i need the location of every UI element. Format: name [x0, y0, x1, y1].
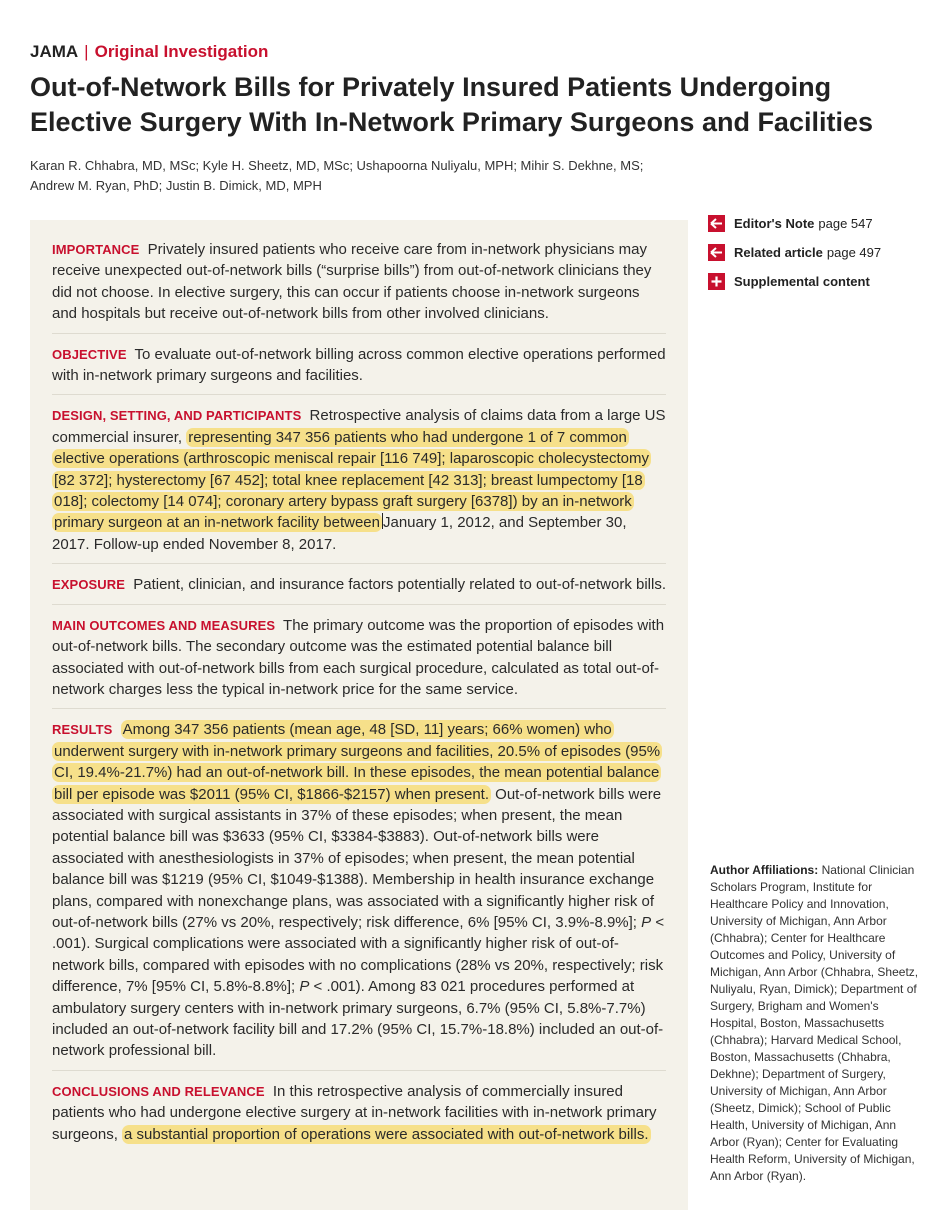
related-article-link[interactable] [708, 244, 928, 261]
results-text-2: < .001). Surgical complications were associated with a significantly higher risk of out-of-network bills, compared with episodes with no complications (28% vs 20%, respectively; risk difference, 7% [95% CI, 5.8%-8.8%]; [52, 913, 665, 996]
supplemental-content-link[interactable] [708, 273, 928, 290]
conclusions-text-before: In this retrospective analysis of commercially insured patients who had undergone elective surgery at in-network facilities with in-network primary surgeons, [52, 1082, 657, 1143]
outcomes-text: The primary outcome was the proportion of episodes with out-of-network bills. The secondary outcome was the estimated potential balance bill associated with out-of-network bills from each surgical procedure, calculated as total out-of-network charges less the typical in-network price for the same service. [52, 616, 665, 698]
abstract-design [52, 402, 666, 564]
exposure-label: EXPOSURE [52, 577, 126, 593]
related-article-page: page 497 [826, 245, 882, 260]
p-value-symbol: P [641, 913, 652, 931]
author-line-1: Karan R. Chhabra, MD, MSc; Kyle H. Sheetz, MD, MSc; Ushapoorna Nuliyalu, MPH; Mihir S. Dekhne, MS; [30, 158, 644, 173]
abstract-results [52, 716, 666, 1071]
article-sidebar [708, 215, 928, 302]
arrow-left-icon [708, 215, 725, 232]
objective-text: To evaluate out-of-network billing across common elective operations performed with in-network primary surgeons and facilities. [52, 345, 666, 385]
author-line-2: Andrew M. Ryan, PhD; Justin B. Dimick, MD, MPH [30, 178, 322, 193]
editors-note-link[interactable] [708, 215, 928, 232]
p-value-symbol: P [299, 978, 310, 996]
journal-name: JAMA [30, 42, 79, 61]
design-highlight[interactable]: representing 347 356 patients who had undergone 1 of 7 common elective operations (arthroscopic meniscal repair [116 749]; laparoscopic cholecystectomy [82 372]; hysterectomy [67 452]; total knee replacement [42 313]; breast lumpectomy [18 018]; colectomy [14 074]; coronary artery bypass graft surgery [6378]) by an in-network primary surgeon at an in-network facility between [54, 428, 650, 532]
exposure-text: Patient, clinician, and insurance factors potentially related to out-of-network bills. [133, 576, 666, 594]
objective-label: OBJECTIVE [52, 346, 127, 362]
plus-icon [708, 273, 725, 290]
supplemental-content-label: Supplemental content [734, 274, 870, 289]
results-highlight[interactable]: Among 347 356 patients (mean age, 48 [SD, 11] years; 66% women) who underwent surgery with in-network primary surgeons and facilities, 20.5% of episodes (95% CI, 19.4%-21.7%) had an out-of-network bill. In these episodes, the mean potential balance bill per episode was $2011 (95% CI, $1866-$2157) when present. [54, 721, 661, 803]
design-text-after: January 1, 2012, and September 30, 2017. Follow-up ended November 8, 2017. [52, 514, 627, 553]
results-text-3: < .001). Among 83 021 procedures performed at ambulatory surgery centers with in-network primary surgeons, 6.7% (95% CI, 5.8%-7.7%) included an out-of-network facility bill and 17.2% (95% CI, 15.7%-18.8%) included an out-of-network professional bill. [52, 978, 664, 1060]
conclusions-highlight[interactable]: a substantial proportion of operations were associated with out-of-network bills. [124, 1125, 649, 1143]
importance-label: IMPORTANCE [52, 242, 140, 257]
abstract-importance [52, 236, 666, 334]
article-title: Out-of-Network Bills for Privately Insured Patients Undergoing Elective Surgery With In-Network Primary Surgeons and Facilities [30, 72, 873, 137]
affiliations-label: Author Affiliations: [710, 863, 819, 877]
abstract-objective [52, 341, 666, 396]
affiliations-text: National Clinician Scholars Program, Institute for Healthcare Policy and Innovation, University of Michigan, Ann Arbor (Chhabra); Center for Healthcare Outcomes and Policy, University of Michigan, Ann Arbor (Chhabra, Sheetz, Nuliyalu, Ryan, Dimick); Department of Surgery, Brigham and Women's Hospital, Boston, Massachusetts (Chhabra); Harvard Medical School, Boston, Massachusetts (Chhabra, Dekhne); Department of Surgery, University of Michigan, Ann Arbor (Sheetz, Dimick); School of Public Health, University of Michigan, Ann Arbor (Ryan); Center for Evaluating Health Reform, University of Michigan, Ann Arbor (Ryan). [710, 863, 919, 1183]
results-label: RESULTS [52, 722, 113, 738]
abstract-outcomes [52, 612, 666, 710]
author-affiliations [710, 862, 920, 1185]
abstract [30, 220, 688, 1210]
author-list [30, 156, 730, 196]
abstract-conclusions [52, 1078, 666, 1153]
results-text-1: Out-of-network bills were associated with surgical assistants in 37% of these episodes; when present, the mean potential balance bill was $3633 (95% CI, $3384-$3883). Out-of-network bills were associated with anesthesiologists in 37% of episodes; when present, the mean potential balance bill was $1219 (95% CI, $1049-$1388). Membership in health insurance exchange plans, compared with nonexchange plans, was associated with a significantly higher risk of out-of-network bills (27% vs 20%, respectively; risk difference, 6% [95% CI, 3.9%-8.9%]; [52, 785, 662, 931]
design-text-before: Retrospective analysis of claims data from a large US commercial insurer, [52, 407, 666, 446]
outcomes-label: MAIN OUTCOMES AND MEASURES [52, 617, 276, 633]
conclusions-label: CONCLUSIONS AND RELEVANCE [52, 1083, 265, 1099]
header-separator: | [84, 42, 89, 61]
article-section: Original Investigation [94, 42, 269, 61]
related-article-label: Related article [734, 245, 823, 260]
editors-note-page: page 547 [818, 216, 873, 231]
importance-text: Privately insured patients who receive care from in-network physicians may receive unexpected out-of-network bills (“surprise bills”) from out-of-network clinicians they did not choose. In elective surgery, this can occur if patients choose in-network surgeons and hospitals but receive out-of-network bills from other involved clinicians. [52, 241, 652, 323]
design-label: DESIGN, SETTING, AND PARTICIPANTS [52, 408, 302, 424]
journal-header [30, 42, 268, 62]
abstract-exposure [52, 571, 666, 604]
arrow-left-icon [708, 244, 725, 261]
editors-note-label: Editor's Note [734, 216, 815, 231]
